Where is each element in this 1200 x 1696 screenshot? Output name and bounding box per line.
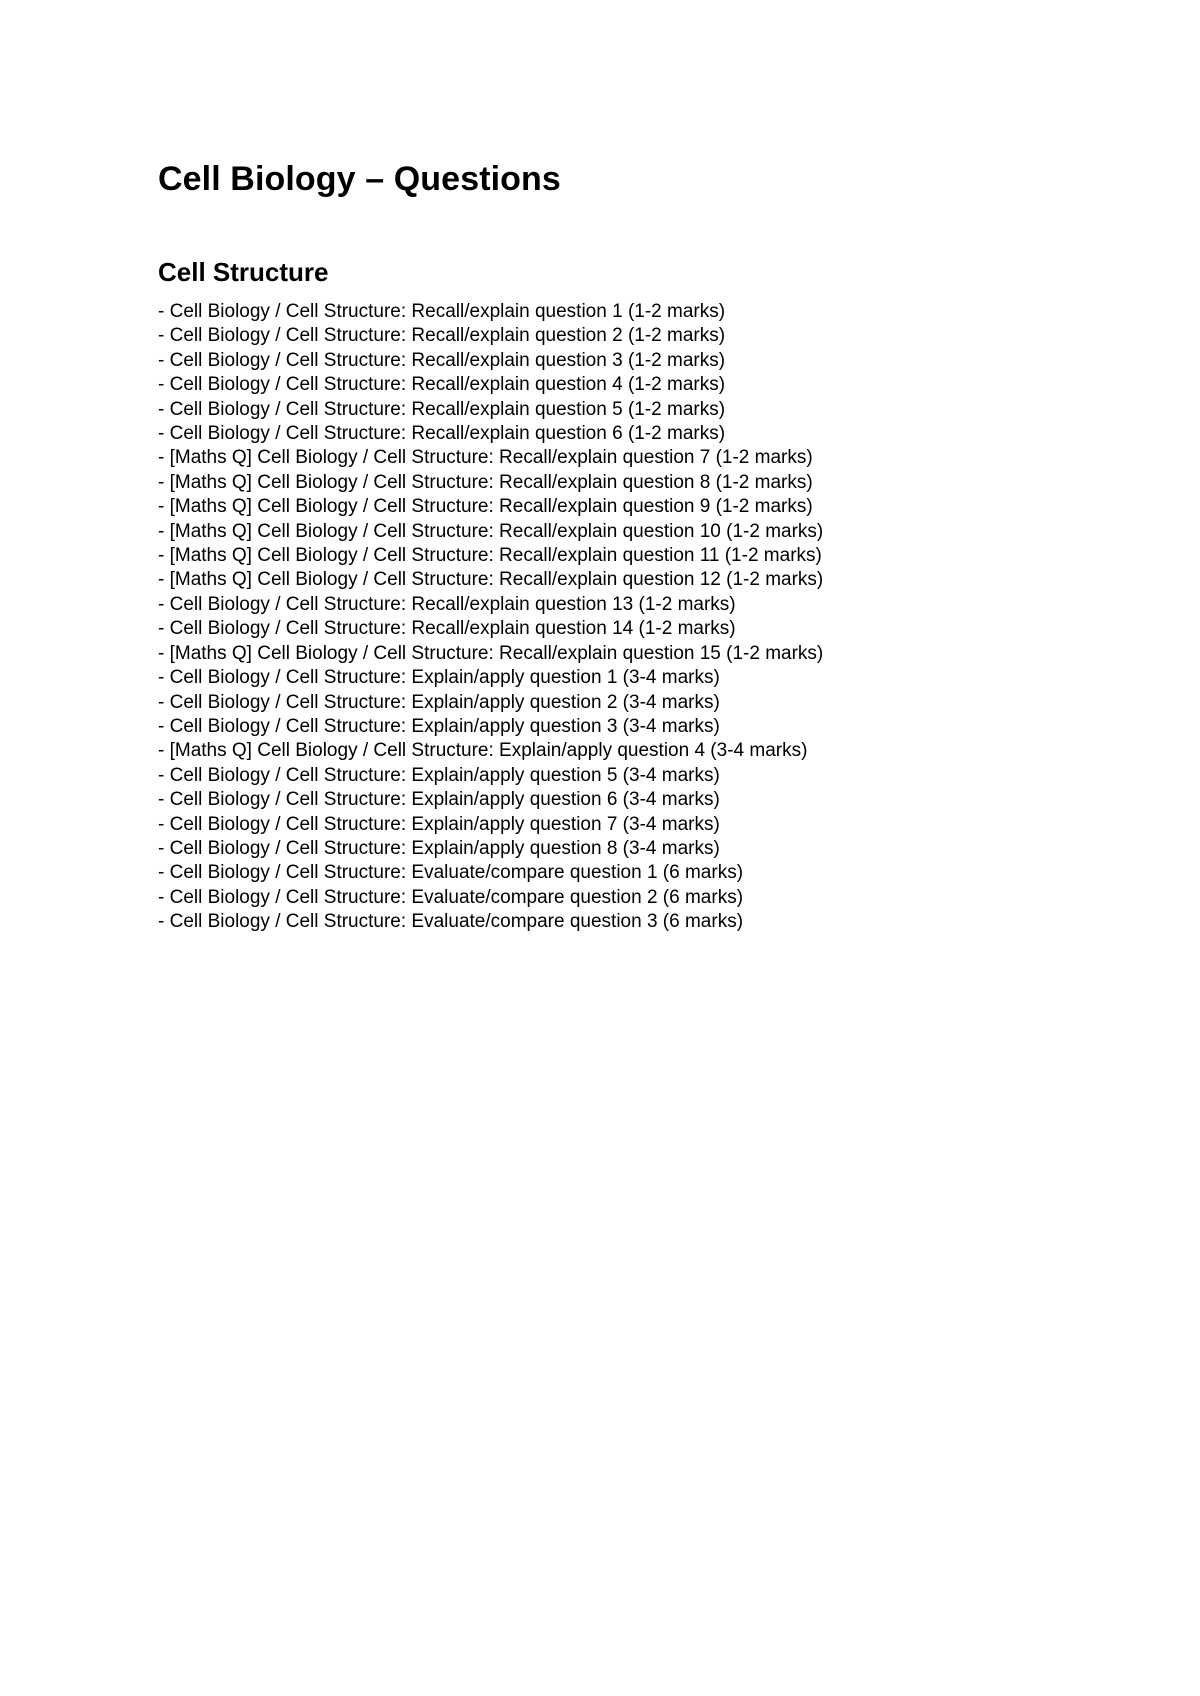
list-item: - Cell Biology / Cell Structure: Evaluate/compare question 1 (6 marks) <box>158 862 744 884</box>
list-item: - Cell Biology / Cell Structure: Evaluate/compare question 3 (6 marks) <box>158 911 744 933</box>
list-item: - Cell Biology / Cell Structure: Explain/apply question 5 (3-4 marks) <box>158 764 720 786</box>
list-item: - Cell Biology / Cell Structure: Explain/apply question 1 (3-4 marks) <box>158 667 720 689</box>
list-item: - [Maths Q] Cell Biology / Cell Structure: Recall/explain question 11 (1-2 marks) <box>158 545 822 567</box>
document-page <box>158 158 1118 935</box>
list-item: - Cell Biology / Cell Structure: Recall/explain question 2 (1-2 marks) <box>158 325 726 347</box>
list-item: - Cell Biology / Cell Structure: Explain/apply question 8 (3-4 marks) <box>158 837 720 859</box>
list-item: - [Maths Q] Cell Biology / Cell Structure: Recall/explain question 7 (1-2 marks) <box>158 447 813 469</box>
list-item: - [Maths Q] Cell Biology / Cell Structure: Explain/apply question 4 (3-4 marks) <box>158 740 808 762</box>
list-item: - Cell Biology / Cell Structure: Explain/apply question 7 (3-4 marks) <box>158 813 720 835</box>
list-item: - Cell Biology / Cell Structure: Explain/apply question 3 (3-4 marks) <box>158 715 720 737</box>
list-item: - [Maths Q] Cell Biology / Cell Structure: Recall/explain question 10 (1-2 marks) <box>158 520 824 542</box>
section-heading-cell-structure: Cell Structure <box>158 257 329 287</box>
question-list <box>158 300 1118 935</box>
list-item: - Cell Biology / Cell Structure: Recall/explain question 6 (1-2 marks) <box>158 423 726 445</box>
list-item: - [Maths Q] Cell Biology / Cell Structure: Recall/explain question 12 (1-2 marks) <box>158 569 824 591</box>
list-item: - [Maths Q] Cell Biology / Cell Structure: Recall/explain question 15 (1-2 marks) <box>158 642 824 664</box>
list-item: - Cell Biology / Cell Structure: Recall/explain question 4 (1-2 marks) <box>158 374 726 396</box>
list-item: - [Maths Q] Cell Biology / Cell Structure: Recall/explain question 9 (1-2 marks) <box>158 496 813 518</box>
list-item: - Cell Biology / Cell Structure: Recall/explain question 5 (1-2 marks) <box>158 398 726 420</box>
list-item: - Cell Biology / Cell Structure: Recall/explain question 1 (1-2 marks) <box>158 301 726 322</box>
page-title: Cell Biology – Questions <box>158 160 561 198</box>
list-item: - Cell Biology / Cell Structure: Recall/explain question 3 (1-2 marks) <box>158 349 726 371</box>
list-item: - Cell Biology / Cell Structure: Explain/apply question 6 (3-4 marks) <box>158 789 720 811</box>
list-item: - Cell Biology / Cell Structure: Recall/explain question 13 (1-2 marks) <box>158 593 736 615</box>
list-item: - Cell Biology / Cell Structure: Explain/apply question 2 (3-4 marks) <box>158 691 720 713</box>
list-item: - Cell Biology / Cell Structure: Evaluate/compare question 2 (6 marks) <box>158 886 744 908</box>
list-item: - [Maths Q] Cell Biology / Cell Structure: Recall/explain question 8 (1-2 marks) <box>158 471 813 493</box>
list-item: - Cell Biology / Cell Structure: Recall/explain question 14 (1-2 marks) <box>158 618 736 640</box>
